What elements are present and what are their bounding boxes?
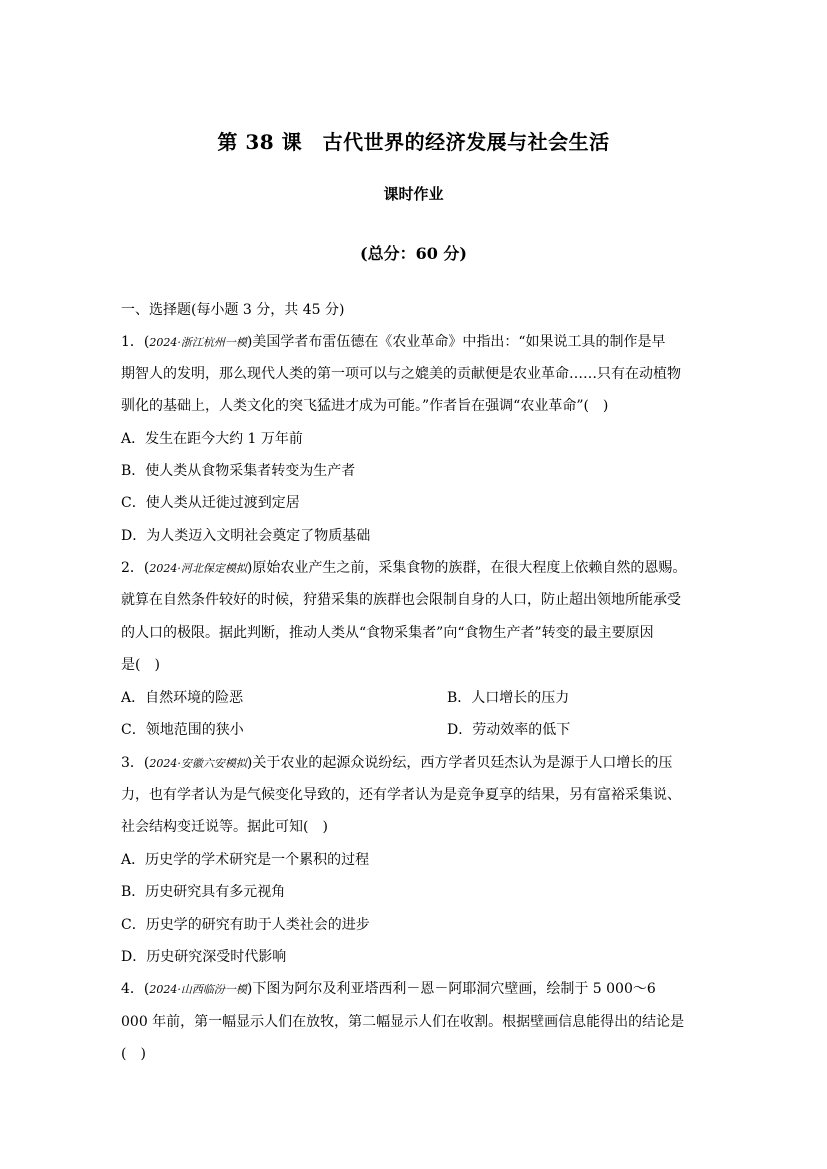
question-3-option-d[interactable]: D．历史研究深受时代影响 (121, 949, 287, 965)
question-2-line-1 (121, 558, 686, 579)
question-4-line-2: 000 年前，第一幅显示人们在放牧，第二幅显示人们在收割。根据壁画信息能得出的结论是 (121, 1014, 685, 1030)
question-3-option-b[interactable]: B．历史研究具有多元视角 (121, 884, 286, 900)
question-3-option-a[interactable]: A．历史学的学术研究是一个累积的过程 (121, 852, 370, 868)
question-3-option-c[interactable]: C．历史学的研究有助于人类社会的进步 (121, 917, 370, 933)
question-1-line-1 (121, 332, 666, 353)
question-number: 4．( (121, 981, 150, 997)
question-4-line-3: ( ) (121, 1046, 146, 1062)
question-2-line-4: 是( ) (121, 657, 160, 673)
question-source: 2024·山西临汾一模 (149, 983, 247, 996)
question-2-option-b[interactable]: B．人口增长的压力 (447, 690, 570, 706)
question-source: 2024·安徽六安模拟 (149, 757, 247, 770)
page-title: 第 38 课 古代世界的经济发展与社会生活 (217, 130, 610, 154)
question-1-line-2: 期智人的发明，那么现代人类的第一项可以与之媲美的贡献便是农业革命……只有在动植物 (121, 366, 681, 382)
question-source: 2024·浙江杭州一模 (149, 336, 247, 349)
question-text: )关于农业的起源众说纷纭，西方学者贝廷杰认为是源于人口增长的压 (246, 755, 673, 771)
question-text: )下图为阿尔及利亚塔西利－恩－阿耶洞穴壁画，绘制于 5 000～6 (246, 981, 656, 997)
question-number: 1．( (121, 334, 150, 350)
question-source: 2024·河北保定模拟 (149, 562, 247, 575)
question-number: 2．( (121, 560, 150, 576)
question-3-line-1 (121, 753, 672, 774)
section-heading: 一、选择题(每小题 3 分，共 45 分) (121, 302, 345, 318)
page-subtitle: 课时作业 (383, 185, 444, 203)
question-3-line-3: 社会结构变迁说等。据此可知( ) (121, 819, 328, 835)
question-2-line-3: 的人口的极限。据此判断，推动人类从“食物采集者”向“食物生产者”转变的最主要原因 (121, 625, 654, 641)
question-1-line-3: 驯化的基础上，人类文化的突飞猛进才成为可能。”作者旨在强调“农业革命”( ) (121, 398, 609, 414)
question-3-line-2: 力，也有学者认为是气候变化导致的，还有学者认为是竞争夏享的结果，另有富裕采集说、 (121, 787, 681, 803)
question-1-option-a[interactable]: A．发生在距今大约 1 万年前 (121, 431, 303, 447)
question-text: )原始农业产生之前，采集食物的族群，在很大程度上依赖自然的恩赐。 (246, 560, 687, 576)
question-4-line-1 (121, 979, 656, 1000)
question-number: 3．( (121, 755, 150, 771)
question-1-option-d[interactable]: D．为人类迈入文明社会奠定了物质基础 (121, 528, 371, 544)
total-score: (总分：60 分) (360, 244, 467, 263)
question-2-option-a[interactable]: A．自然环境的险恶 (121, 690, 244, 706)
question-2-line-2: 就算在自然条件较好的时候，狩猎采集的族群也会限制自身的人口，防止超出领地所能承受 (121, 592, 681, 608)
question-text: )美国学者布雷伍德在《农业革命》中指出：“如果说工具的制作是早 (246, 334, 666, 350)
question-1-option-b[interactable]: B．使人类从食物采集者转变为生产者 (121, 463, 356, 479)
question-2-option-d[interactable]: D．劳动效率的低下 (447, 722, 571, 738)
question-2-option-c[interactable]: C．领地范围的狭小 (121, 722, 244, 738)
question-1-option-c[interactable]: C．使人类从迁徙过渡到定居 (121, 495, 300, 511)
